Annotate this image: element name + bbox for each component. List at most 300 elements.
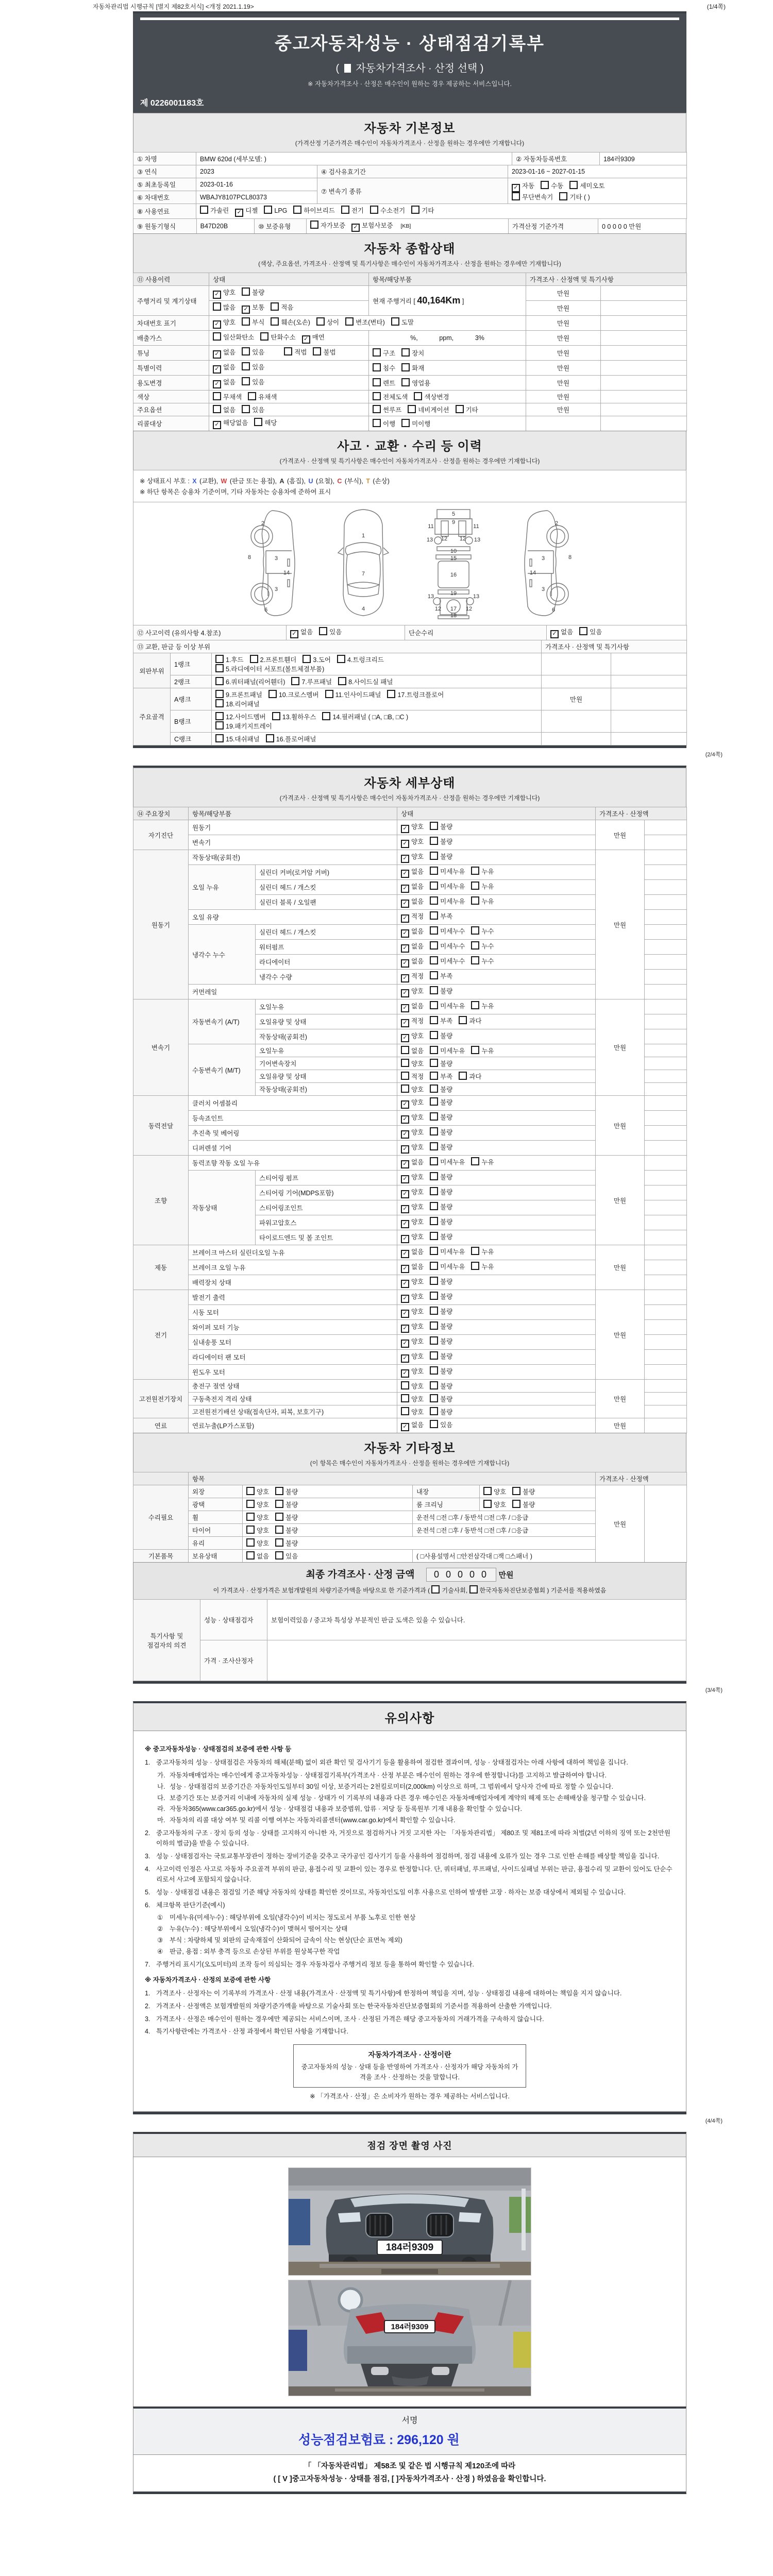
checkbox-icon[interactable] <box>430 1072 438 1080</box>
checkbox-option[interactable] <box>430 1084 452 1094</box>
checkbox-icon[interactable] <box>430 986 438 994</box>
checkbox-icon[interactable] <box>291 677 299 685</box>
checkbox-icon[interactable] <box>215 721 224 730</box>
checkbox-option[interactable] <box>370 206 405 215</box>
checkbox-option[interactable] <box>337 655 384 664</box>
checkbox-icon[interactable] <box>456 405 464 413</box>
checkbox-option[interactable] <box>213 392 242 401</box>
checkbox-option[interactable] <box>401 363 424 372</box>
checkbox-icon[interactable] <box>401 1340 409 1348</box>
checkbox-option[interactable] <box>401 1001 424 1012</box>
checkbox-icon[interactable] <box>401 1046 409 1054</box>
checkbox-icon[interactable] <box>401 1394 409 1402</box>
checkbox-icon[interactable] <box>430 1351 438 1360</box>
checkbox-icon[interactable] <box>430 956 438 964</box>
checkbox-option[interactable] <box>430 896 465 906</box>
checkbox-option[interactable] <box>483 1500 506 1509</box>
checkbox-option[interactable] <box>275 1526 298 1535</box>
checkbox-icon[interactable] <box>550 630 559 638</box>
checkbox-option[interactable] <box>401 1046 424 1055</box>
checkbox-icon[interactable] <box>215 712 224 720</box>
checkbox-icon[interactable] <box>430 1262 438 1270</box>
checkbox-option[interactable] <box>459 1072 481 1081</box>
checkbox-option[interactable] <box>430 1321 452 1331</box>
checkbox-option[interactable] <box>430 1142 452 1151</box>
checkbox-option[interactable] <box>430 822 452 831</box>
checkbox-option[interactable] <box>430 911 452 921</box>
checkbox-option[interactable] <box>401 971 424 982</box>
checkbox-icon[interactable] <box>401 1130 409 1139</box>
checkbox-icon[interactable] <box>401 1034 409 1042</box>
checkbox-icon[interactable] <box>266 734 274 742</box>
checkbox-icon[interactable] <box>430 1084 438 1093</box>
checkbox-option[interactable] <box>351 221 393 232</box>
checkbox-option[interactable] <box>401 1321 424 1333</box>
checkbox-option[interactable] <box>430 1277 452 1286</box>
checkbox-icon[interactable] <box>246 1526 255 1534</box>
checkbox-icon[interactable] <box>242 287 250 296</box>
checkbox-icon[interactable] <box>213 302 221 311</box>
checkbox-icon[interactable] <box>469 1585 478 1594</box>
checkbox-option[interactable] <box>242 362 264 371</box>
checkbox-option[interactable] <box>401 1059 424 1068</box>
checkbox-icon[interactable] <box>401 1265 409 1273</box>
checkbox-icon[interactable] <box>213 365 221 374</box>
checkbox-option[interactable] <box>341 206 364 215</box>
checkbox-option[interactable] <box>254 418 277 427</box>
checkbox-option[interactable] <box>401 822 424 833</box>
checkbox-option[interactable] <box>215 721 272 731</box>
checkbox-option[interactable] <box>401 1336 424 1348</box>
checkbox-option[interactable] <box>310 221 345 230</box>
checkbox-icon[interactable] <box>430 941 438 950</box>
checkbox-icon[interactable] <box>430 1366 438 1375</box>
checkbox-option[interactable] <box>401 1084 424 1094</box>
checkbox-icon[interactable] <box>401 1004 409 1012</box>
checkbox-option[interactable] <box>430 1394 452 1403</box>
checkbox-icon[interactable] <box>275 1513 283 1521</box>
checkbox-icon[interactable] <box>401 1354 409 1363</box>
checkbox-icon[interactable] <box>430 1381 438 1389</box>
checkbox-option[interactable] <box>213 287 236 299</box>
checkbox-option[interactable] <box>275 1551 298 1561</box>
checkbox-icon[interactable] <box>430 1059 438 1067</box>
checkbox-option[interactable] <box>213 302 236 312</box>
checkbox-icon[interactable] <box>401 348 410 357</box>
checkbox-icon[interactable] <box>215 699 224 707</box>
checkbox-icon[interactable] <box>268 690 277 698</box>
checkbox-option[interactable] <box>569 181 604 190</box>
checkbox-icon[interactable] <box>242 347 250 355</box>
checkbox-option[interactable] <box>290 627 313 638</box>
checkbox-option[interactable] <box>430 1046 465 1055</box>
checkbox-option[interactable] <box>401 1381 424 1391</box>
checkbox-icon[interactable] <box>401 974 409 982</box>
checkbox-option[interactable] <box>471 867 494 876</box>
checkbox-icon[interactable] <box>401 1381 409 1389</box>
checkbox-option[interactable] <box>430 1157 465 1166</box>
checkbox-option[interactable] <box>387 690 444 699</box>
checkbox-option[interactable] <box>325 690 381 699</box>
checkbox-icon[interactable] <box>401 1100 409 1109</box>
checkbox-option[interactable] <box>471 956 494 965</box>
checkbox-option[interactable] <box>271 302 293 312</box>
checkbox-icon[interactable] <box>370 206 378 214</box>
checkbox-option[interactable] <box>430 1336 452 1346</box>
checkbox-icon[interactable] <box>430 1277 438 1285</box>
checkbox-option[interactable] <box>345 317 385 327</box>
checkbox-icon[interactable] <box>430 1247 438 1255</box>
checkbox-option[interactable] <box>242 377 264 386</box>
checkbox-option[interactable] <box>373 378 395 387</box>
checkbox-option[interactable] <box>401 1202 424 1213</box>
checkbox-icon[interactable] <box>401 1280 409 1288</box>
checkbox-option[interactable] <box>471 1247 494 1256</box>
checkbox-icon[interactable] <box>248 392 256 400</box>
checkbox-icon[interactable] <box>401 1423 409 1431</box>
checkbox-option[interactable] <box>559 192 590 201</box>
checkbox-option[interactable] <box>401 1307 424 1318</box>
checkbox-icon[interactable] <box>430 911 438 920</box>
checkbox-icon[interactable] <box>579 627 587 635</box>
checkbox-option[interactable] <box>512 181 534 192</box>
checkbox-icon[interactable] <box>272 712 280 720</box>
checkbox-option[interactable] <box>213 317 236 329</box>
checkbox-icon[interactable] <box>430 1142 438 1150</box>
checkbox-option[interactable] <box>213 362 236 374</box>
checkbox-icon[interactable] <box>337 655 345 663</box>
checkbox-option[interactable] <box>430 1366 452 1376</box>
checkbox-icon[interactable] <box>373 392 381 400</box>
checkbox-icon[interactable] <box>213 392 221 400</box>
checkbox-option[interactable] <box>430 1059 452 1068</box>
checkbox-option[interactable] <box>338 677 393 686</box>
checkbox-option[interactable] <box>430 852 452 861</box>
checkbox-icon[interactable] <box>242 306 250 314</box>
checkbox-icon[interactable] <box>275 1538 283 1547</box>
checkbox-option[interactable] <box>430 1381 452 1391</box>
checkbox-option[interactable] <box>401 1407 424 1416</box>
checkbox-icon[interactable] <box>373 405 381 413</box>
checkbox-icon[interactable] <box>401 1084 409 1093</box>
checkbox-option[interactable] <box>266 734 316 743</box>
checkbox-icon[interactable] <box>512 192 520 200</box>
checkbox-icon[interactable] <box>264 206 272 214</box>
checkbox-option[interactable] <box>260 332 295 342</box>
checkbox-option[interactable] <box>430 971 452 980</box>
checkbox-option[interactable] <box>430 926 465 936</box>
checkbox-icon[interactable] <box>260 332 268 341</box>
checkbox-icon[interactable] <box>246 1538 255 1547</box>
checkbox-icon[interactable] <box>271 317 279 326</box>
checkbox-option[interactable] <box>235 206 258 217</box>
checkbox-option[interactable] <box>391 317 414 327</box>
checkbox-option[interactable] <box>430 867 465 876</box>
checkbox-option[interactable] <box>401 1217 424 1228</box>
checkbox-option[interactable] <box>213 347 236 359</box>
checkbox-option[interactable] <box>401 1247 424 1258</box>
checkbox-option[interactable] <box>302 332 325 344</box>
checkbox-icon[interactable] <box>322 712 330 720</box>
checkbox-icon[interactable] <box>325 690 333 698</box>
checkbox-option[interactable] <box>313 347 335 357</box>
checkbox-icon[interactable] <box>215 690 224 698</box>
checkbox-option[interactable] <box>512 1487 535 1496</box>
checkbox-option[interactable] <box>430 1097 452 1107</box>
checkbox-option[interactable] <box>430 1172 452 1181</box>
checkbox-option[interactable] <box>401 1172 424 1183</box>
checkbox-option[interactable] <box>401 1031 424 1042</box>
checkbox-option[interactable] <box>430 1420 452 1429</box>
checkbox-option[interactable] <box>401 837 424 848</box>
checkbox-option[interactable] <box>550 627 573 638</box>
checkbox-icon[interactable] <box>430 1307 438 1315</box>
checkbox-option[interactable] <box>401 1072 424 1081</box>
checkbox-option[interactable] <box>430 882 465 891</box>
checkbox-option[interactable] <box>242 302 264 314</box>
checkbox-icon[interactable] <box>471 956 479 964</box>
checkbox-option[interactable] <box>430 1217 452 1226</box>
checkbox-icon[interactable] <box>341 206 349 214</box>
signature-section[interactable] <box>133 2406 686 2455</box>
checkbox-option[interactable] <box>200 206 229 215</box>
checkbox-option[interactable] <box>401 1277 424 1288</box>
checkbox-icon[interactable] <box>471 926 479 935</box>
checkbox-option[interactable] <box>471 896 494 906</box>
checkbox-icon[interactable] <box>430 1097 438 1106</box>
checkbox-icon[interactable] <box>401 1175 409 1183</box>
checkbox-icon[interactable] <box>471 1262 479 1270</box>
checkbox-icon[interactable] <box>275 1500 283 1508</box>
checkbox-icon[interactable] <box>302 335 310 344</box>
checkbox-option[interactable] <box>213 418 248 429</box>
checkbox-option[interactable] <box>303 655 331 664</box>
checkbox-option[interactable] <box>401 1112 424 1124</box>
checkbox-icon[interactable] <box>246 1551 255 1560</box>
checkbox-option[interactable] <box>401 911 424 923</box>
checkbox-icon[interactable] <box>559 192 567 200</box>
checkbox-option[interactable] <box>401 1366 424 1378</box>
checkbox-icon[interactable] <box>284 347 292 355</box>
checkbox-option[interactable] <box>246 1500 269 1509</box>
checkbox-icon[interactable] <box>200 206 208 214</box>
checkbox-option[interactable] <box>401 926 424 938</box>
checkbox-icon[interactable] <box>401 1205 409 1213</box>
checkbox-icon[interactable] <box>430 1336 438 1345</box>
checkbox-icon[interactable] <box>411 206 419 214</box>
checkbox-icon[interactable] <box>430 822 438 830</box>
checkbox-option[interactable] <box>250 655 297 664</box>
checkbox-option[interactable] <box>215 655 244 664</box>
checkbox-icon[interactable] <box>215 664 224 672</box>
checkbox-icon[interactable] <box>401 870 409 878</box>
checkbox-icon[interactable] <box>430 896 438 905</box>
checkbox-option[interactable] <box>401 348 424 358</box>
checkbox-option[interactable] <box>401 986 424 997</box>
checkbox-option[interactable] <box>401 1016 424 1027</box>
checkbox-icon[interactable] <box>401 1295 409 1303</box>
checkbox-icon[interactable] <box>430 1202 438 1210</box>
checkbox-icon[interactable] <box>541 181 549 189</box>
checkbox-option[interactable] <box>275 1500 298 1509</box>
checkbox-option[interactable] <box>430 1307 452 1316</box>
checkbox-option[interactable] <box>272 712 316 721</box>
checkbox-icon[interactable] <box>430 1232 438 1240</box>
checkbox-icon[interactable] <box>471 882 479 890</box>
checkbox-icon[interactable] <box>242 405 250 413</box>
checkbox-icon[interactable] <box>401 885 409 893</box>
checkbox-icon[interactable] <box>401 989 409 997</box>
checkbox-icon[interactable] <box>430 1112 438 1121</box>
checkbox-option[interactable] <box>264 206 287 214</box>
checkbox-icon[interactable] <box>430 971 438 979</box>
checkbox-icon[interactable] <box>401 929 409 938</box>
checkbox-option[interactable] <box>408 405 449 414</box>
checkbox-icon[interactable] <box>293 206 301 214</box>
checkbox-option[interactable] <box>471 941 494 951</box>
checkbox-option[interactable] <box>242 317 264 327</box>
checkbox-option[interactable] <box>579 627 602 636</box>
checkbox-option[interactable] <box>401 1351 424 1363</box>
checkbox-icon[interactable] <box>408 405 416 413</box>
checkbox-option[interactable] <box>275 1487 298 1496</box>
checkbox-option[interactable] <box>430 1127 452 1137</box>
checkbox-option[interactable] <box>215 712 266 721</box>
checkbox-option[interactable] <box>291 677 332 686</box>
checkbox-option[interactable] <box>430 1247 465 1256</box>
checkbox-option[interactable] <box>401 896 424 908</box>
checkbox-option[interactable] <box>430 1407 452 1416</box>
checkbox-icon[interactable] <box>275 1526 283 1534</box>
checkbox-icon[interactable] <box>430 1292 438 1300</box>
checkbox-option[interactable] <box>430 837 452 846</box>
checkbox-icon[interactable] <box>213 421 221 429</box>
checkbox-option[interactable] <box>401 1157 424 1168</box>
checkbox-icon[interactable] <box>401 419 410 427</box>
checkbox-icon[interactable] <box>471 1247 479 1255</box>
checkbox-option[interactable] <box>275 1538 298 1548</box>
checkbox-icon[interactable] <box>471 867 479 875</box>
checkbox-option[interactable] <box>213 332 254 342</box>
checkbox-icon[interactable] <box>213 332 221 341</box>
checkbox-icon[interactable] <box>213 380 221 388</box>
checkbox-icon[interactable] <box>401 1310 409 1318</box>
checkbox-option[interactable] <box>430 1112 452 1122</box>
checkbox-option[interactable] <box>459 1016 481 1025</box>
checkbox-option[interactable] <box>430 941 465 951</box>
checkbox-option[interactable] <box>471 1262 494 1271</box>
checkbox-icon[interactable] <box>401 1145 409 1154</box>
checkbox-option[interactable] <box>248 392 277 401</box>
checkbox-option[interactable] <box>430 1001 465 1010</box>
checkbox-icon[interactable] <box>430 1420 438 1428</box>
checkbox-icon[interactable] <box>290 630 298 638</box>
checkbox-option[interactable] <box>246 1526 269 1535</box>
checkbox-icon[interactable] <box>471 941 479 950</box>
checkbox-icon[interactable] <box>401 1160 409 1168</box>
checkbox-icon[interactable] <box>569 181 578 189</box>
checkbox-option[interactable] <box>471 1157 494 1166</box>
checkbox-option[interactable] <box>401 1232 424 1243</box>
checkbox-icon[interactable] <box>242 317 250 326</box>
checkbox-icon[interactable] <box>246 1500 255 1508</box>
checkbox-option[interactable] <box>373 392 408 401</box>
checkbox-icon[interactable] <box>414 392 422 400</box>
checkbox-option[interactable] <box>430 956 465 965</box>
checkbox-icon[interactable] <box>430 926 438 935</box>
checkbox-option[interactable] <box>541 181 563 190</box>
checkbox-option[interactable] <box>401 1142 424 1154</box>
checkbox-option[interactable] <box>430 1262 465 1271</box>
checkbox-icon[interactable] <box>387 690 395 698</box>
checkbox-option[interactable] <box>414 392 449 401</box>
checkbox-icon[interactable] <box>215 655 224 663</box>
checkbox-option[interactable] <box>430 1292 452 1301</box>
checkbox-icon[interactable] <box>430 1031 438 1039</box>
checkbox-icon[interactable] <box>430 1016 438 1024</box>
checkbox-option[interactable] <box>322 712 408 721</box>
checkbox-icon[interactable] <box>275 1551 283 1560</box>
checkbox-icon[interactable] <box>373 378 381 386</box>
checkbox-icon[interactable] <box>254 418 262 426</box>
checkbox-option[interactable] <box>456 405 478 414</box>
checkbox-icon[interactable] <box>303 655 311 663</box>
checkbox-option[interactable] <box>215 677 285 686</box>
checkbox-option[interactable] <box>430 1187 452 1196</box>
checkbox-icon[interactable] <box>401 363 410 371</box>
checkbox-icon[interactable] <box>242 377 250 385</box>
checkbox-option[interactable] <box>242 347 264 357</box>
checkbox-icon[interactable] <box>471 1001 479 1009</box>
checkbox-icon[interactable] <box>401 900 409 908</box>
checkbox-option[interactable] <box>373 348 395 358</box>
checkbox-icon[interactable] <box>401 1220 409 1228</box>
checkbox-icon[interactable] <box>316 317 325 326</box>
checkbox-icon[interactable] <box>235 209 243 217</box>
checkbox-icon[interactable] <box>430 1001 438 1009</box>
checkbox-option[interactable] <box>373 419 395 428</box>
checkbox-icon[interactable] <box>401 825 409 833</box>
checkbox-option[interactable] <box>471 1001 494 1010</box>
checkbox-icon[interactable] <box>430 1394 438 1402</box>
checkbox-icon[interactable] <box>338 677 346 685</box>
checkbox-option[interactable] <box>373 363 395 372</box>
checkbox-icon[interactable] <box>471 1046 479 1054</box>
checkbox-option[interactable] <box>512 1500 535 1509</box>
checkbox-icon[interactable] <box>401 840 409 848</box>
checkbox-option[interactable] <box>316 317 339 327</box>
checkbox-option[interactable] <box>373 405 401 414</box>
checkbox-icon[interactable] <box>430 837 438 845</box>
checkbox-option[interactable] <box>401 378 430 387</box>
checkbox-icon[interactable] <box>215 677 224 685</box>
checkbox-icon[interactable] <box>430 1187 438 1195</box>
checkbox-icon[interactable] <box>401 1072 409 1080</box>
checkbox-icon[interactable] <box>401 1250 409 1258</box>
checkbox-icon[interactable] <box>401 1407 409 1415</box>
checkbox-option[interactable] <box>471 882 494 891</box>
checkbox-option[interactable] <box>268 690 319 699</box>
checkbox-option[interactable] <box>430 1202 452 1211</box>
checkbox-icon[interactable] <box>512 1500 520 1508</box>
checkbox-icon[interactable] <box>391 317 399 326</box>
checkbox-icon[interactable] <box>313 347 321 355</box>
checkbox-icon[interactable] <box>401 1369 409 1378</box>
checkbox-option[interactable] <box>430 1016 452 1025</box>
checkbox-icon[interactable] <box>213 320 221 329</box>
checkbox-option[interactable] <box>401 1394 424 1403</box>
checkbox-option[interactable] <box>430 986 452 995</box>
